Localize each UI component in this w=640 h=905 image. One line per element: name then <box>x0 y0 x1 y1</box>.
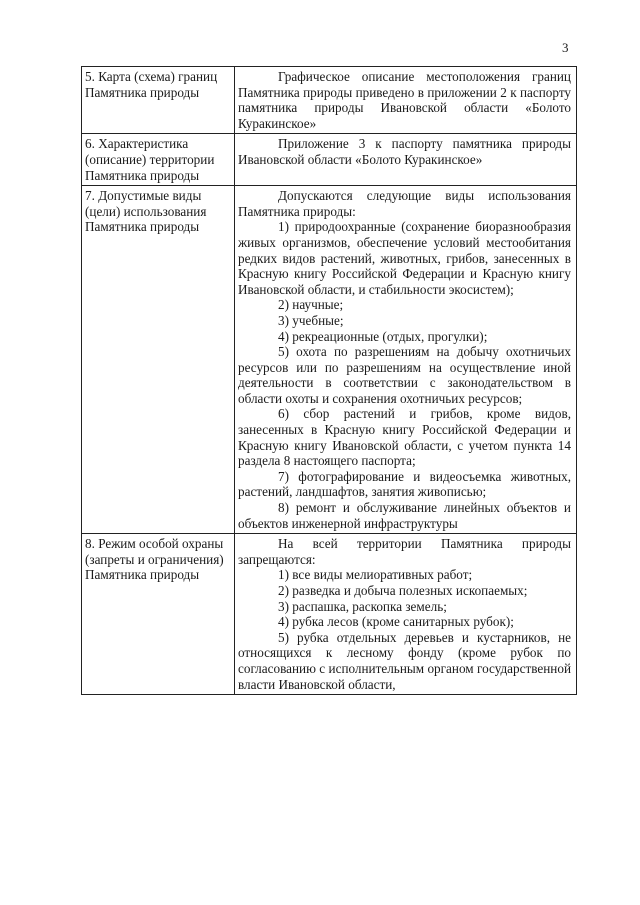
paragraph: Допускаются следующие виды использования Памятника природы: <box>238 188 571 219</box>
paragraph: Приложение 3 к паспорту памятника природы Ивановской области «Болото Куракинское» <box>238 136 571 167</box>
list-item: 3) учебные; <box>278 312 344 328</box>
list-item: 7) фотографирование и видеосъемка животных, растений, ландшафтов, занятия живописью; <box>238 468 571 500</box>
list-item: 6) сбор растений и грибов, кроме видов, занесенных в Красную книгу Российской Федерации и Красную книгу Ивановской области, с учетом пункта 14 раздела 8 настоящего паспорта; <box>238 406 571 469</box>
paragraph: Графическое описание местоположения границ Памятника природы приведено в приложении 2 к паспорту памятника природы Ивановской области «Болото Куракинское» <box>238 69 571 131</box>
list-item: 8) ремонт и обслуживание линейных объектов и объектов инженерной инфраструктуры <box>238 500 571 531</box>
list-item: 3) распашка, раскопка земель; <box>278 598 447 614</box>
table-row <box>82 134 577 186</box>
list-item: 4) рекреационные (отдых, прогулки); <box>278 328 488 344</box>
row-label: 5. Карта (схема) границ Памятника природы <box>82 67 235 134</box>
list-item: 1) природоохранные (сохранение биоразнообразия живых организмов, обеспечение условий местообитания редких видов растений, животных, грибов, занесенных в Красную книгу Российской Федерации и Красную книгу Ивановской области, и стабильности экосистем); <box>238 219 571 297</box>
row-description <box>235 534 577 695</box>
list-item: 2) научные; <box>278 297 344 313</box>
row-description <box>235 186 577 534</box>
paragraph: На всей территории Памятника природы запрещаются: <box>238 536 571 567</box>
passport-table <box>81 66 577 695</box>
list-item: 5) рубка отдельных деревьев и кустарников, не относящихся к лесному фонду (кроме рубок по согласованию с исполнительным органом государственной власти Ивановской области, <box>238 629 571 692</box>
row-label: 6. Характеристика (описание) территории Памятника природы <box>82 134 235 186</box>
page-number: 3 <box>562 40 569 55</box>
table-row <box>82 186 577 534</box>
list-item: 5) охота по разрешениям на добычу охотничьих ресурсов или по разрешениям на осуществление иной деятельности в соответствии с законодательством в области охоты и сохранения охотничьих ресурсов; <box>238 344 571 406</box>
list-item: 4) рубка лесов (кроме санитарных рубок); <box>278 614 514 630</box>
table-row <box>82 67 577 134</box>
list-item: 2) разведка и добыча полезных ископаемых; <box>278 583 528 598</box>
row-description <box>235 67 577 134</box>
row-label: 7. Допустимые виды (цели) использования Памятника природы <box>82 186 235 534</box>
row-label: 8. Режим особой охраны (запреты и ограничения) Памятника природы <box>82 534 235 695</box>
row-description <box>235 134 577 186</box>
list-item: 1) все виды мелиоративных работ; <box>278 567 473 583</box>
table-row <box>82 534 577 695</box>
